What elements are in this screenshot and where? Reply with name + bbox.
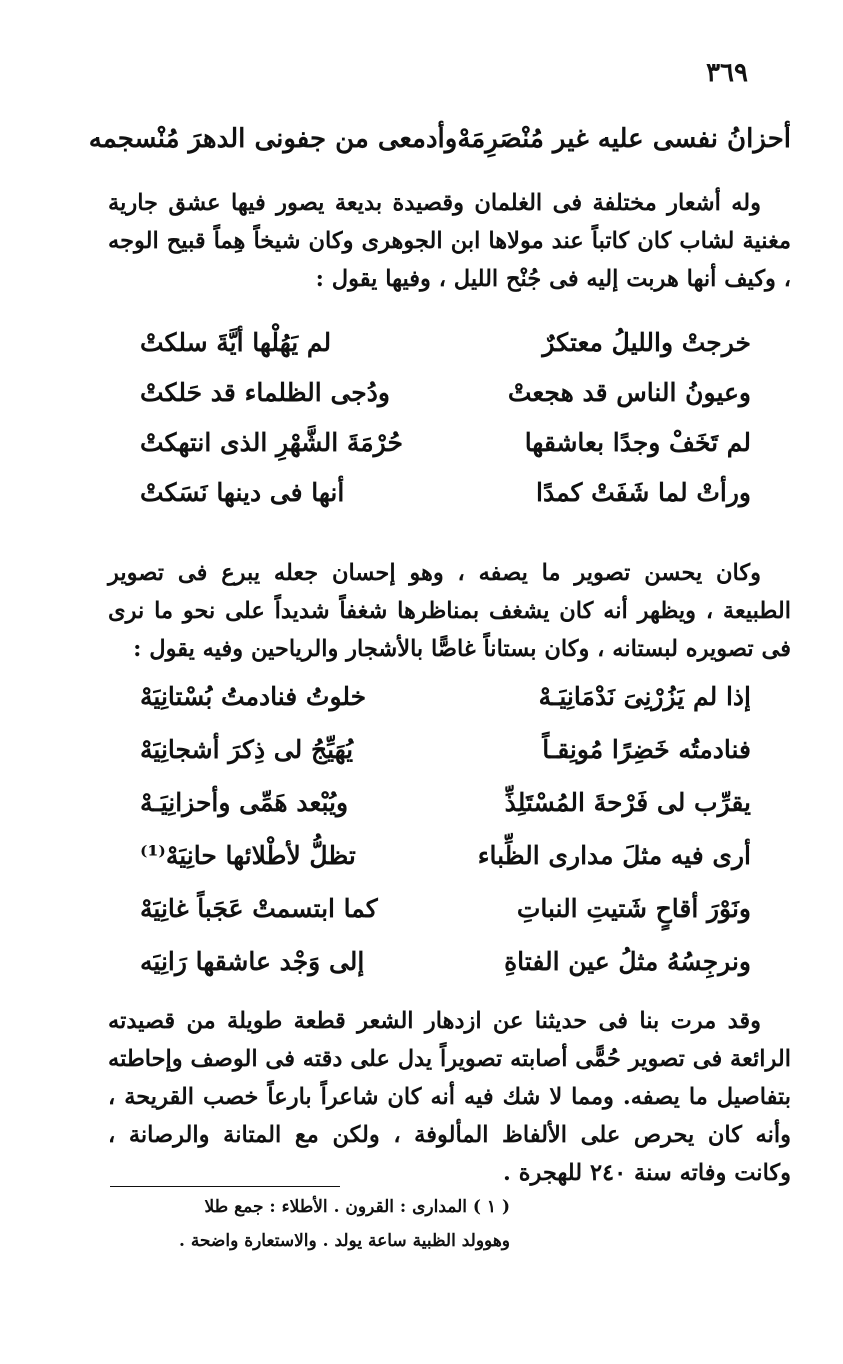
footnote-divider bbox=[110, 1186, 340, 1187]
hemistich-second: لم يَهُلْها أيَّةَ سلكتْ bbox=[140, 328, 332, 357]
paragraph-3 bbox=[108, 1002, 791, 1192]
poem-1-verse bbox=[140, 478, 751, 528]
hemistich-second: ودُجى الظلماء قد حَلكتْ bbox=[140, 378, 390, 407]
paragraph-2-text: وكان يحسن تصوير ما يصفه ، وهو إحسان جعله يبرع فى تصوير الطبيعة ، ويظهر أنه كان يشغف بمناظرها شغفاً شديداً على نحو ما نرى فى تصويره لبستانه ، وكان بستاناً غاصًّا بالأشجار والرياحين وفيه يقول : bbox=[108, 560, 791, 662]
paragraph-2 bbox=[108, 554, 791, 668]
poem-2-verse bbox=[140, 682, 751, 735]
poem-2-verse bbox=[140, 947, 751, 1000]
hemistich-first: لم تَخَفْ وجدًا بعاشقها bbox=[524, 428, 751, 457]
poem-2-verse bbox=[140, 788, 751, 841]
poem-2 bbox=[140, 682, 751, 1000]
poem-2-verse bbox=[140, 894, 751, 947]
top-verse-second-hemistich: وأدمعى من جفونى الدهرَ مُنْسجمه bbox=[88, 124, 458, 154]
hemistich-first: ونَوْرَ أقاحٍ شَتيتِ النباتِ bbox=[516, 894, 751, 923]
hemistich-first: ونرجِسُهُ مثلُ عين الفتاةِ bbox=[504, 947, 751, 976]
hemistich-first: فنادمتُه خَضِرًا مُونِقـاً bbox=[542, 735, 751, 764]
hemistich-second: يُهَيِّجُ لى ذِكرَ أشجانِيَهْ bbox=[140, 735, 354, 764]
top-verse bbox=[88, 118, 791, 160]
hemistich-second: كما ابتسمتْ عَجَباً غانِيَهْ bbox=[140, 894, 378, 923]
footnote-line: ( ١ ) المدارى : القرون . الأطلاء : جمع طلا bbox=[204, 1197, 510, 1217]
hemistich-first: وعيونُ الناس قد هجعتْ bbox=[507, 378, 751, 407]
hemistich-first: يقرِّب لى فَرْحةَ المُسْتَلِذِّ bbox=[504, 788, 751, 817]
poem-1-verse bbox=[140, 428, 751, 478]
hemistich-second: ويُبْعد هَمِّى وأحزانِيَـهْ bbox=[140, 788, 349, 817]
page-number: ٣٦٩ bbox=[706, 58, 748, 88]
poem-1-verse bbox=[140, 378, 751, 428]
poem-2-verse bbox=[140, 841, 751, 894]
hemistich-second: إلى وَجْد عاشقها رَانِيَه bbox=[140, 947, 365, 976]
hemistich-second: أنها فى دينها نَسَكتْ bbox=[140, 478, 345, 507]
hemistich-second: تظلُّ لأطْلائها حانِيَهْ⁽¹⁾ bbox=[140, 841, 356, 870]
poem-1 bbox=[140, 328, 751, 528]
hemistich-first: إذا لم يَزُرْنِىَ نَدْمَانِيَـهْ bbox=[538, 682, 751, 711]
footnote-line: وهوولد الظبية ساعة يولد . والاستعارة واضحة . bbox=[178, 1231, 510, 1251]
paragraph-3-text: وقد مرت بنا فى حديثنا عن ازدهار الشعر قطعة طويلة من قصيدته الرائعة فى تصوير حُمًّى أصابته تصويراً يدل على دقته فى الوصف وإحاطته بتفاصيل ما يصفه. ومما لا شك فيه أنه كان شاعراً بارعاً خصب القريحة ، وأنه كان يحرص على الألفاظ المألوفة ، ولكن مع المتانة والرصانة ، وكانت وفاته سنة ٢٤٠ للهجرة . bbox=[108, 1008, 791, 1186]
hemistich-second: خلوتُ فنادمتُ بُسْتانِيَهْ bbox=[140, 682, 367, 711]
paragraph-1-text: وله أشعار مختلفة فى الغلمان وقصيدة بديعة يصور فيها عشق جارية مغنية لشاب كان كاتباً عند مولاها ابن الجوهرى وكان شيخاً هِماً قبيح الوجه ، وكيف أنها هربت إليه فى جُنْح الليل ، وفيها يقول : bbox=[108, 190, 791, 292]
footnotes bbox=[110, 1190, 510, 1258]
paragraph-1 bbox=[108, 184, 791, 298]
poem-1-verse bbox=[140, 328, 751, 378]
hemistich-first: أرى فيه مثلَ مدارى الظِّباء bbox=[477, 841, 751, 870]
top-verse-first-hemistich: أحزانُ نفسى عليه غير مُنْصَرِمَهْ bbox=[457, 124, 791, 154]
poem-2-verse bbox=[140, 735, 751, 788]
hemistich-second: حُرْمَةَ الشَّهْرِ الذى انتهكتْ bbox=[140, 428, 403, 457]
hemistich-first: خرجتْ والليلُ معتكرٌ bbox=[542, 328, 751, 357]
hemistich-first: ورأتْ لما شَفَتْ كمدًا bbox=[536, 478, 751, 507]
